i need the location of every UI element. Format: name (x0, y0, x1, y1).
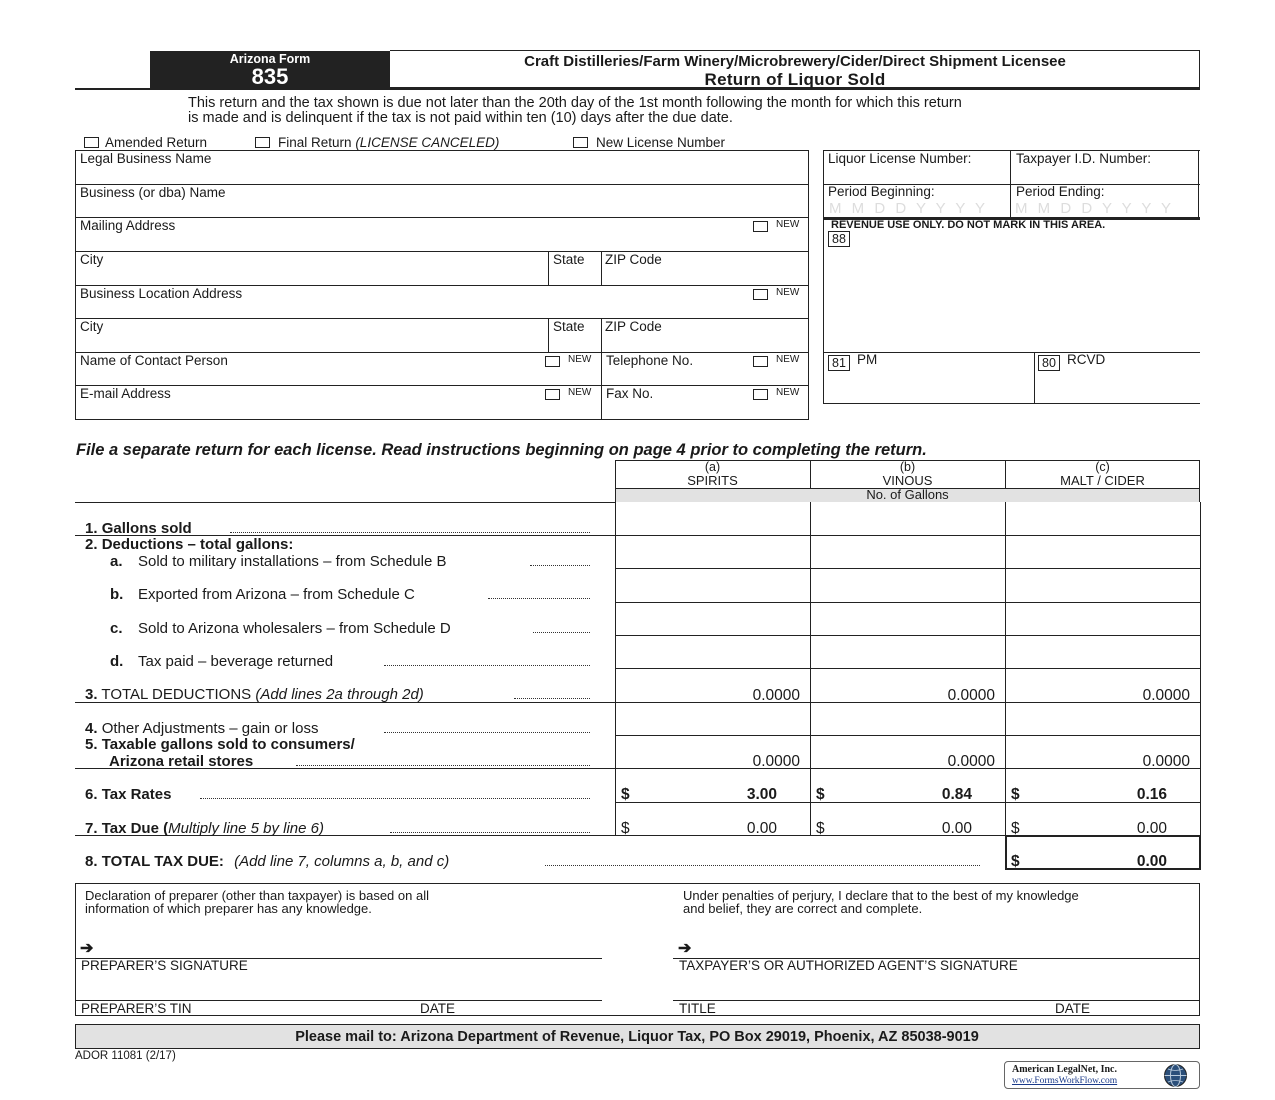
zip2-field[interactable]: ZIP Code (605, 319, 662, 334)
fax-field[interactable]: Fax No. (606, 386, 654, 401)
pm-label: PM (857, 352, 878, 367)
line-8 (85, 854, 449, 869)
line-5-number: 5. (85, 736, 98, 753)
line-8-note: (Add line 7, columns a, b, and c) (234, 853, 450, 870)
revenue-use-note: REVENUE USE ONLY. DO NOT MARK IN THIS AREA. (831, 219, 1106, 231)
liquor-license-number-field[interactable]: Liquor License Number: (828, 151, 972, 166)
line-7-malt-due[interactable]: 0.00 (1136, 820, 1167, 837)
dba-name-field[interactable]: Business (or dba) Name (80, 185, 226, 200)
arrow-right-icon: ➔ (80, 940, 94, 957)
preparer-declaration-line2: information of which preparer has any knowledge. (85, 901, 372, 916)
title-field[interactable]: TITLE (679, 1001, 716, 1016)
dollar-sign: $ (816, 786, 825, 803)
form-number: 835 (251, 64, 289, 89)
new-label: NEW (776, 219, 800, 230)
box-81: 81 (828, 355, 850, 371)
contact-person-field[interactable]: Name of Contact Person (80, 353, 228, 368)
row-divider (615, 735, 1200, 736)
line-6-spirits-rate: 3.00 (746, 786, 777, 803)
line-8-number: 8. (85, 853, 98, 870)
line-5-spirits-value[interactable]: 0.0000 (752, 753, 800, 770)
amended-return-label: Amended Return (105, 135, 208, 150)
total-tax-due-value: 0.00 (1136, 853, 1167, 870)
gallons-unit-label: No. of Gallons (866, 487, 949, 502)
dollar-sign: $ (621, 820, 630, 837)
line-2d-label: Tax paid – beverage returned (138, 653, 334, 670)
dollar-sign: $ (1011, 853, 1020, 870)
line-4 (85, 721, 318, 736)
line-5-label-cont: Arizona retail stores (109, 753, 254, 770)
leader-dots (230, 532, 590, 533)
leader-dots (200, 798, 590, 799)
line-3-number: 3. (85, 686, 98, 703)
revenue-use-box (823, 218, 1200, 404)
taxpayer-date-field[interactable]: DATE (1055, 1001, 1091, 1016)
col-divider (548, 251, 549, 285)
col-divider (1200, 502, 1201, 835)
leader-dots (533, 632, 590, 633)
col-divider (1010, 151, 1011, 217)
new-label: NEW (776, 287, 800, 298)
line-2c-label: Sold to Arizona wholesalers – from Schedule D (138, 620, 451, 637)
leader-dots (530, 565, 590, 566)
col-divider (548, 318, 549, 352)
email-field[interactable]: E-mail Address (80, 386, 171, 401)
dollar-sign: $ (1011, 786, 1020, 803)
new-label: NEW (776, 354, 800, 365)
dollar-sign: $ (816, 820, 825, 837)
preparer-tin-field[interactable]: PREPARER’S TIN (81, 1001, 192, 1016)
col-divider (1198, 151, 1199, 217)
mail-to-text: Please mail to: Arizona Department of Revenue, Liquor Tax, PO Box 29019, Phoenix, AZ 85038-9019 (295, 1029, 979, 1045)
amended-return-checkbox[interactable] (84, 137, 99, 148)
city-field[interactable]: City (80, 252, 104, 267)
line-7 (85, 821, 324, 836)
line-5 (85, 737, 355, 752)
row-divider (615, 635, 1200, 636)
location-address-new-checkbox[interactable] (753, 289, 768, 300)
col-divider (1034, 352, 1035, 404)
leader-dots (384, 732, 590, 733)
mail-to-banner (75, 1024, 1200, 1049)
line-7-note: Multiply line 5 by line 6) (168, 820, 324, 837)
line-2a-letter: a. (110, 553, 123, 570)
form-title-box (390, 50, 1200, 88)
contact-new-checkbox[interactable] (545, 356, 560, 367)
col-b-name: VINOUS (882, 473, 933, 488)
col-divider (601, 251, 602, 285)
leader-dots (296, 765, 590, 766)
line-4-label: Other Adjustments – gain or loss (101, 720, 319, 737)
rcvd-label: RCVD (1067, 352, 1106, 367)
new-license-label: New License Number (596, 135, 726, 150)
line-7-spirits-due[interactable]: 0.00 (746, 820, 777, 837)
line-8-label: TOTAL TAX DUE: (101, 853, 224, 870)
col-divider (601, 318, 602, 352)
row-divider (824, 352, 1200, 353)
line-3-note: (Add lines 2a through 2d) (255, 686, 424, 703)
line-2 (85, 537, 293, 552)
line-3-malt-value[interactable]: 0.0000 (1142, 687, 1190, 704)
line-7-vinous-due[interactable]: 0.00 (941, 820, 972, 837)
final-return-text: Final Return (278, 135, 352, 150)
taxpayer-signature-field[interactable]: TAXPAYER’S OR AUTHORIZED AGENT’S SIGNATURE (679, 958, 1018, 973)
row-divider (75, 502, 615, 503)
line-2-number: 2. (85, 536, 98, 553)
line-6-number: 6. (85, 786, 98, 803)
leader-dots (384, 665, 590, 666)
period-ending-field[interactable]: Period Ending: (1016, 184, 1105, 199)
mailing-address-field[interactable]: Mailing Address (80, 218, 176, 233)
intro-line1: This return and the tax shown is due not later than the 20th day of the 1st month following the month for which this return (188, 95, 962, 111)
line-5-malt-value[interactable]: 0.0000 (1142, 753, 1190, 770)
line-1 (85, 521, 192, 536)
leader-dots (545, 865, 980, 866)
line-7-number: 7. (85, 820, 98, 837)
form-id: ADOR 11081 (2/17) (75, 1050, 176, 1062)
telephone-new-checkbox[interactable] (753, 356, 768, 367)
line-1-label: Gallons sold (101, 520, 192, 537)
final-return-checkbox[interactable] (255, 137, 270, 148)
taxpayer-declaration-line2: and belief, they are correct and complete. (683, 901, 923, 916)
col-divider (601, 352, 602, 419)
line-6-malt-rate: 0.16 (1136, 786, 1167, 803)
line-2-label: Deductions – total gallons: (101, 536, 294, 553)
line-3 (85, 687, 424, 702)
dollar-sign: $ (621, 786, 630, 803)
line-2b-letter: b. (110, 586, 124, 603)
row-divider (76, 251, 808, 252)
new-label: NEW (776, 387, 800, 398)
leader-dots (488, 598, 590, 599)
box-80: 80 (1038, 355, 1060, 371)
form-title-line2: Return of Liquor Sold (704, 70, 886, 89)
row-divider (76, 385, 808, 386)
new-label: NEW (568, 354, 592, 365)
line-4-number: 4. (85, 720, 98, 737)
arrow-right-icon: ➔ (678, 940, 692, 957)
legal-business-name-field[interactable]: Legal Business Name (80, 151, 212, 166)
period-beginning-guide: M M D D Y Y Y Y (829, 200, 988, 217)
line-7-label: Tax Due ( (101, 820, 169, 837)
leader-dots (514, 698, 590, 699)
line-2b-label: Exported from Arizona – from Schedule C (138, 586, 415, 603)
line-2c-letter: c. (110, 620, 123, 637)
final-return-label (278, 136, 499, 150)
vendor-url[interactable]: www.FormsWorkFlow.com (1012, 1076, 1118, 1086)
row-divider (615, 602, 1200, 603)
intro-line2: is made and is delinquent if the tax is not paid within ten (10) days after the due date. (188, 110, 733, 126)
new-license-checkbox[interactable] (573, 137, 588, 148)
form-number-block (150, 51, 390, 88)
line-2a-label: Sold to military installations – from Schedule B (138, 553, 447, 570)
col-a-name: SPIRITS (687, 473, 738, 488)
line-3-vinous-value[interactable]: 0.0000 (947, 687, 995, 704)
email-new-checkbox[interactable] (545, 389, 560, 400)
line-2d-letter: d. (110, 653, 124, 670)
line-1-number: 1. (85, 520, 98, 537)
col-c-letter: (c) (1095, 460, 1110, 474)
taxpayer-id-field[interactable]: Taxpayer I.D. Number: (1016, 151, 1152, 166)
period-ending-guide: M M D D Y Y Y Y (1015, 200, 1174, 217)
taxpayer-declaration-line1: Under penalties of perjury, I declare that to the best of my knowledge (683, 888, 1079, 903)
city2-field[interactable]: City (80, 319, 104, 334)
final-return-note: (LICENSE CANCELED) (355, 135, 500, 150)
line-6 (85, 787, 171, 802)
mailing-address-new-checkbox[interactable] (753, 221, 768, 232)
col-c-name: MALT / CIDER (1060, 473, 1145, 488)
dollar-sign: $ (1011, 820, 1020, 837)
new-label: NEW (568, 387, 592, 398)
line-6-vinous-rate: 0.84 (941, 786, 972, 803)
form-label: Arizona Form (229, 52, 311, 66)
state-field[interactable]: State (553, 252, 585, 267)
form-title-line1: Craft Distilleries/Farm Winery/Microbrewery/Cider/Direct Shipment Licensee (524, 53, 1066, 70)
instructions-note: File a separate return for each license. Read instructions beginning on page 4 prior to completing the return. (76, 441, 927, 459)
preparer-signature-field[interactable]: PREPARER’S SIGNATURE (81, 958, 248, 973)
preparer-declaration-line1: Declaration of preparer (other than taxpayer) is based on all (85, 888, 429, 903)
row-divider (615, 668, 1200, 669)
row-divider (615, 568, 1200, 569)
vendor-name: American LegalNet, Inc. (1012, 1064, 1117, 1075)
col-b-letter: (b) (899, 460, 916, 474)
line-3-label: TOTAL DEDUCTIONS (101, 686, 252, 703)
line-5-label: Taxable gallons sold to consumers/ (101, 736, 355, 753)
location-address-field[interactable]: Business Location Address (80, 286, 243, 301)
period-beginning-field[interactable]: Period Beginning: (828, 184, 935, 199)
row-divider (76, 318, 808, 319)
signature-line (673, 1000, 1199, 1001)
zip-field[interactable]: ZIP Code (605, 252, 662, 267)
header-rule (75, 88, 1200, 90)
row-divider (76, 217, 808, 218)
fax-new-checkbox[interactable] (753, 389, 768, 400)
line-3-spirits-value[interactable]: 0.0000 (752, 687, 800, 704)
line-6-label: Tax Rates (101, 786, 172, 803)
col-a-letter: (a) (704, 460, 721, 474)
box-88: 88 (828, 231, 850, 247)
preparer-date-field[interactable]: DATE (420, 1001, 456, 1016)
globe-icon (1163, 1063, 1188, 1088)
telephone-field[interactable]: Telephone No. (606, 353, 694, 368)
state2-field[interactable]: State (553, 319, 585, 334)
leader-dots (390, 832, 590, 833)
line-5-vinous-value[interactable]: 0.0000 (947, 753, 995, 770)
vendor-badge[interactable] (1004, 1061, 1200, 1089)
